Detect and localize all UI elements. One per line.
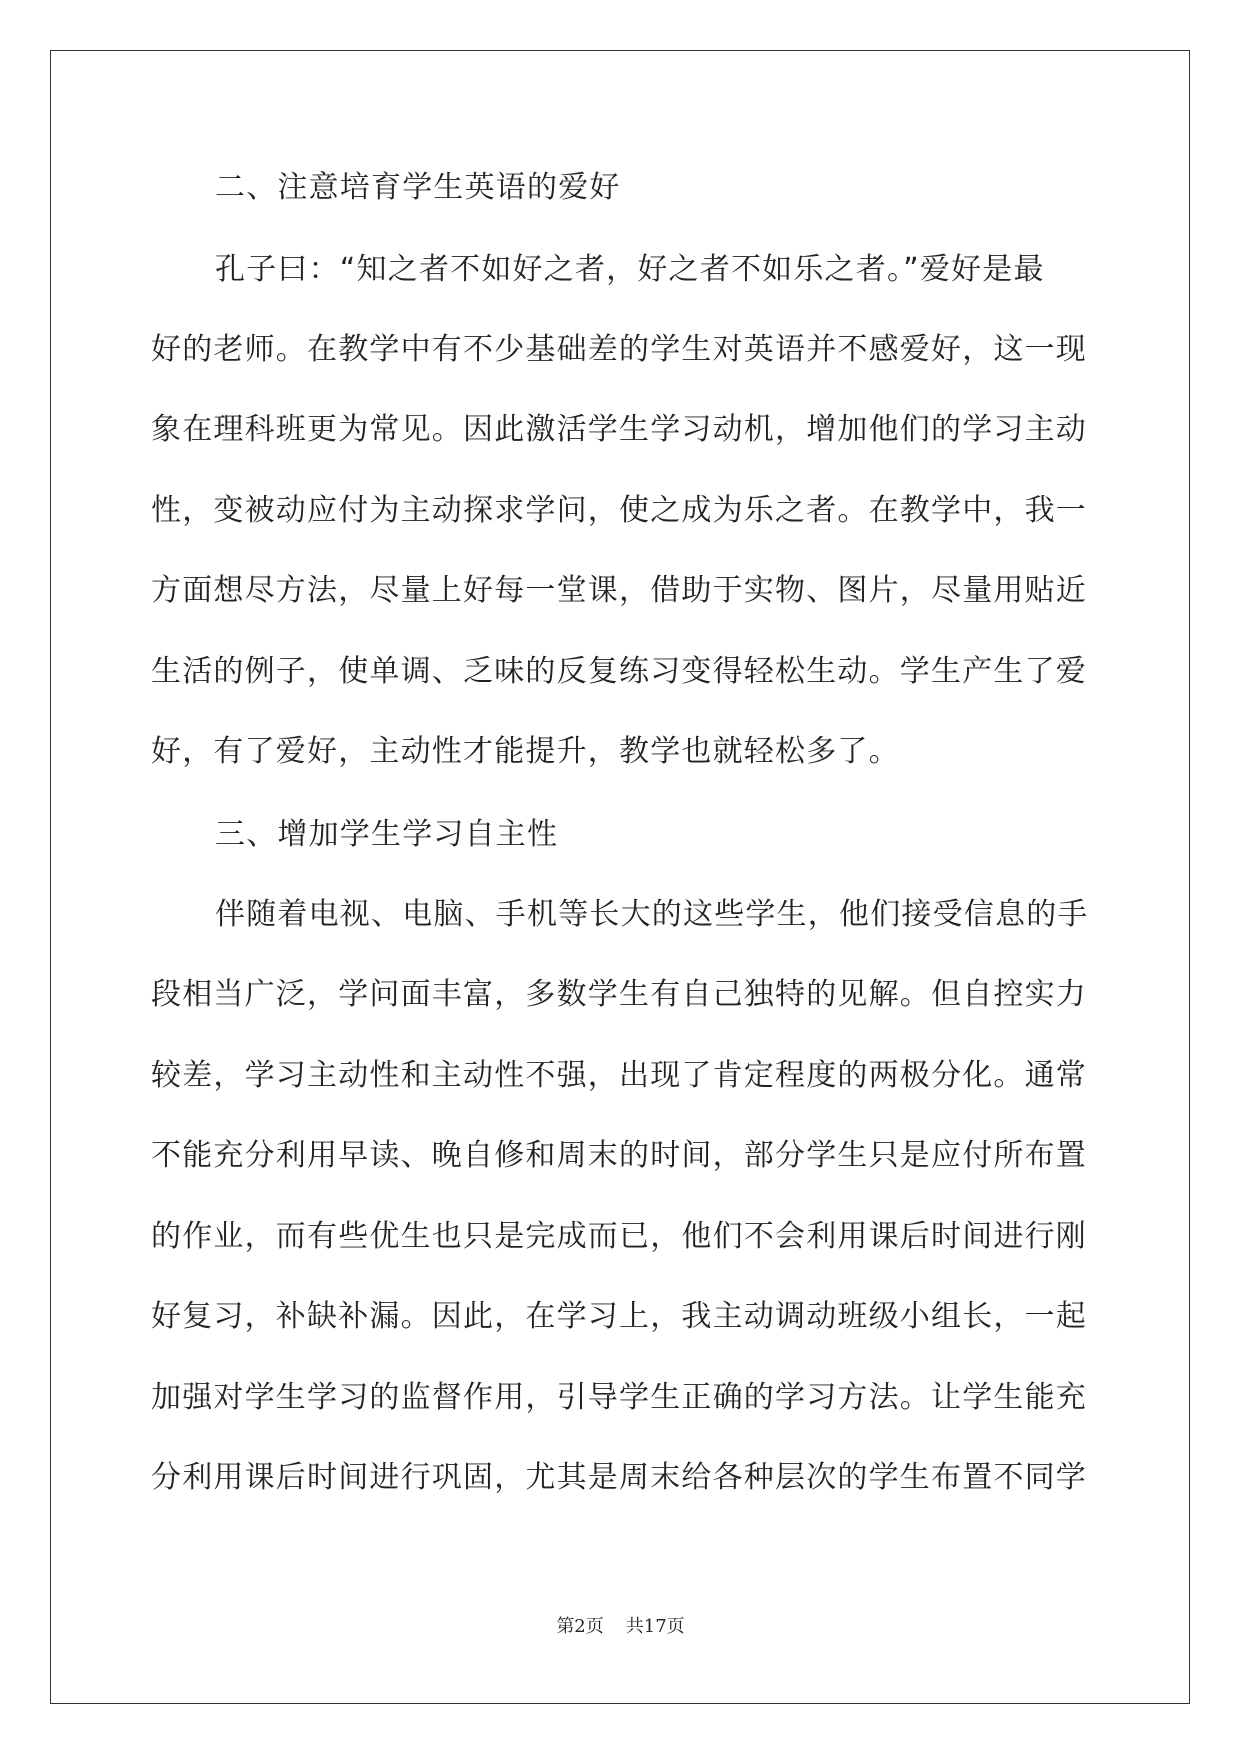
paragraph-line: 性，变被动应付为主动探求学问，使之成为乐之者。在教学中，我一 <box>151 493 1087 528</box>
paragraph-line: 较差，学习主动性和主动性不强，出现了肯定程度的两极分化。通常 <box>151 1058 1087 1093</box>
page-total: 共17页 <box>625 1616 685 1637</box>
page-number: 第2页 <box>556 1616 604 1637</box>
paragraph-line: 好，有了爱好，主动性才能提升，教学也就轻松多了。 <box>151 734 900 769</box>
paragraph-line: 加强对学生学习的监督作用，引导学生正确的学习方法。让学生能充 <box>151 1380 1087 1415</box>
paragraph-line: 不能充分利用早读、晚自修和周末的时间，部分学生只是应付所布置 <box>151 1138 1087 1173</box>
page-footer <box>0 1612 1241 1638</box>
paragraph-line: 伴随着电视、电脑、手机等长大的这些学生，他们接受信息的手 <box>215 897 1089 932</box>
paragraph-line: 的作业，而有些优生也只是完成而已，他们不会利用课后时间进行刚 <box>151 1219 1087 1254</box>
paragraph-line: 段相当广泛，学问面丰富，多数学生有自己独特的见解。但自控实力 <box>151 977 1087 1012</box>
paragraph-line: 好的老师。在教学中有不少基础差的学生对英语并不感爱好，这一现 <box>151 332 1087 367</box>
paragraph-line: 好复习，补缺补漏。因此，在学习上，我主动调动班级小组长，一起 <box>151 1299 1087 1334</box>
section-heading-2: 二、注意培育学生英语的爱好 <box>215 170 621 205</box>
paragraph-line: 方面想尽方法，尽量上好每一堂课，借助于实物、图片，尽量用贴近 <box>151 573 1087 608</box>
section-heading-3: 三、增加学生学习自主性 <box>215 817 559 852</box>
paragraph-line: 分利用课后时间进行巩固，尤其是周末给各种层次的学生布置不同学 <box>151 1460 1087 1495</box>
paragraph-line: 象在理科班更为常见。因此激活学生学习动机，增加他们的学习主动 <box>151 412 1087 447</box>
paragraph-line: 孔子曰：“知之者不如好之者，好之者不如乐之者。”爱好是最 <box>215 252 1045 287</box>
paragraph-line: 生活的例子，使单调、乏味的反复练习变得轻松生动。学生产生了爱 <box>151 654 1087 689</box>
page-border <box>50 50 1190 1704</box>
